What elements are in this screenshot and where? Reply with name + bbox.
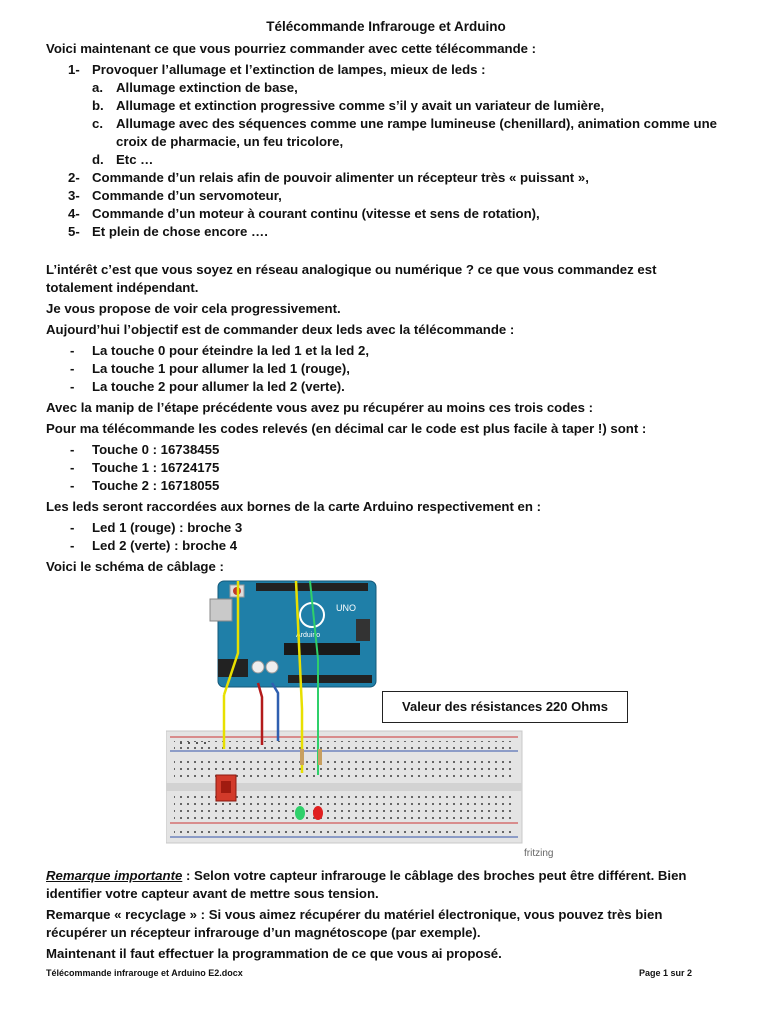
leds-list bbox=[46, 519, 726, 555]
sub-list-item: c. Allumage avec des séquences comme une rampe lumineuse (chenillard), animation comme une croix de pharmacie, un feu tricolore, bbox=[92, 116, 717, 149]
page-footer bbox=[46, 968, 692, 978]
resistance-label: Valeur des résistances 220 Ohms bbox=[402, 699, 608, 714]
icsp-header bbox=[356, 619, 370, 641]
list-item: - Touche 0 : 16738455 bbox=[92, 441, 726, 459]
fritzing-label: fritzing bbox=[524, 848, 554, 859]
sub-list-item: a. Allumage extinction de base, bbox=[92, 80, 298, 95]
footer-page-number: Page 1 sur 2 bbox=[638, 968, 692, 978]
list-item: - La touche 2 pour allumer la led 2 (verte). bbox=[92, 378, 726, 396]
paragraph-progressive: Je vous propose de voir cela progressivement. bbox=[46, 301, 341, 316]
paragraph-interest: L’intérêt c’est que vous soyez en réseau analogique ou numérique ? ce que vous commandez est totalement indépendant. bbox=[46, 262, 657, 295]
paragraph-codes: Pour ma télécommande les codes relevés (en décimal car le code est plus facile à taper !) sont : bbox=[46, 421, 647, 436]
sub-list-item: b. Allumage et extinction progressive comme s’il y avait un variateur de lumière, bbox=[92, 98, 605, 113]
list-item: 4- Commande d’un moteur à courant continu (vitesse et sens de rotation), bbox=[68, 206, 540, 221]
resistance-label-box bbox=[382, 691, 628, 723]
sub-list-item: d. Etc … bbox=[92, 152, 154, 167]
wiring-diagram bbox=[46, 579, 726, 865]
list-item: - Led 2 (verte) : broche 4 bbox=[92, 537, 726, 555]
paragraph-leds: Les leds seront raccordées aux bornes de la carte Arduino respectivement en : bbox=[46, 499, 541, 514]
board-uno-label: UNO bbox=[336, 603, 356, 613]
remark-important bbox=[46, 867, 726, 903]
resistor bbox=[300, 749, 304, 765]
remark-text: : Selon votre capteur infrarouge le câblage des broches peut être différent. Bien identifier votre capteur avant de mettre sous tension. bbox=[46, 868, 687, 901]
list-item: 2- Commande d’un relais afin de pouvoir alimenter un récepteur très « puissant », bbox=[68, 170, 589, 185]
remark-title: Remarque importante bbox=[46, 868, 183, 883]
remark-recycle: Remarque « recyclage » : Si vous aimez récupérer du matériel électronique, vous pouvez très bien récupérer un récepteur infrarouge d’un magnétoscope (par exemple). bbox=[46, 907, 663, 940]
document-page bbox=[46, 18, 726, 966]
keys-list bbox=[46, 342, 726, 396]
codes-list bbox=[46, 441, 726, 495]
page-title: Télécommande Infrarouge et Arduino bbox=[266, 19, 506, 34]
list-item: - Touche 2 : 16718055 bbox=[92, 477, 726, 495]
list-item: 5- Et plein de chose encore …. bbox=[68, 224, 268, 239]
list-item: - Led 1 (rouge) : broche 3 bbox=[92, 519, 726, 537]
list-item: 3- Commande d’un servomoteur, bbox=[68, 188, 282, 203]
digital-header bbox=[256, 583, 368, 591]
list-item: 1- Provoquer l’allumage et l’extinction de lampes, mieux de leds : a. Allumage extinction de base, b. Allumage et extinction progressive comme s’il y avait un variateur de lumière, c. Allumage avec des séquences comme une rampe lumineuse (chenillard), animation comme une croix de pharmacie, un feu tricolore, d. Etc … bbox=[92, 61, 726, 169]
list-item: - La touche 1 pour allumer la led 1 (rouge), bbox=[92, 360, 726, 378]
chip bbox=[284, 643, 360, 655]
final-text: Maintenant il faut effectuer la programmation de ce que vous ai proposé. bbox=[46, 946, 502, 961]
footer-filename: Télécommande infrarouge et Arduino E2.docx bbox=[46, 968, 243, 978]
main-list bbox=[46, 61, 726, 241]
list-item: - Touche 1 : 16724175 bbox=[92, 459, 726, 477]
resistor bbox=[318, 749, 322, 765]
sub-list bbox=[92, 79, 726, 169]
intro-text: Voici maintenant ce que vous pourriez commander avec cette télécommande : bbox=[46, 41, 537, 56]
board-arduino-label: Arduino bbox=[296, 632, 321, 639]
led-green bbox=[295, 806, 305, 820]
paragraph-schema: Voici le schéma de câblage : bbox=[46, 559, 224, 574]
list-item: - La touche 0 pour éteindre la led 1 et la led 2, bbox=[92, 342, 726, 360]
led-red bbox=[313, 806, 323, 820]
paragraph-manip: Avec la manip de l’étape précédente vous avez pu récupérer au moins ces trois codes : bbox=[46, 400, 593, 415]
paragraph-objective: Aujourd’hui l’objectif est de commander deux leds avec la télécommande : bbox=[46, 322, 515, 337]
usb-connector bbox=[210, 599, 232, 621]
